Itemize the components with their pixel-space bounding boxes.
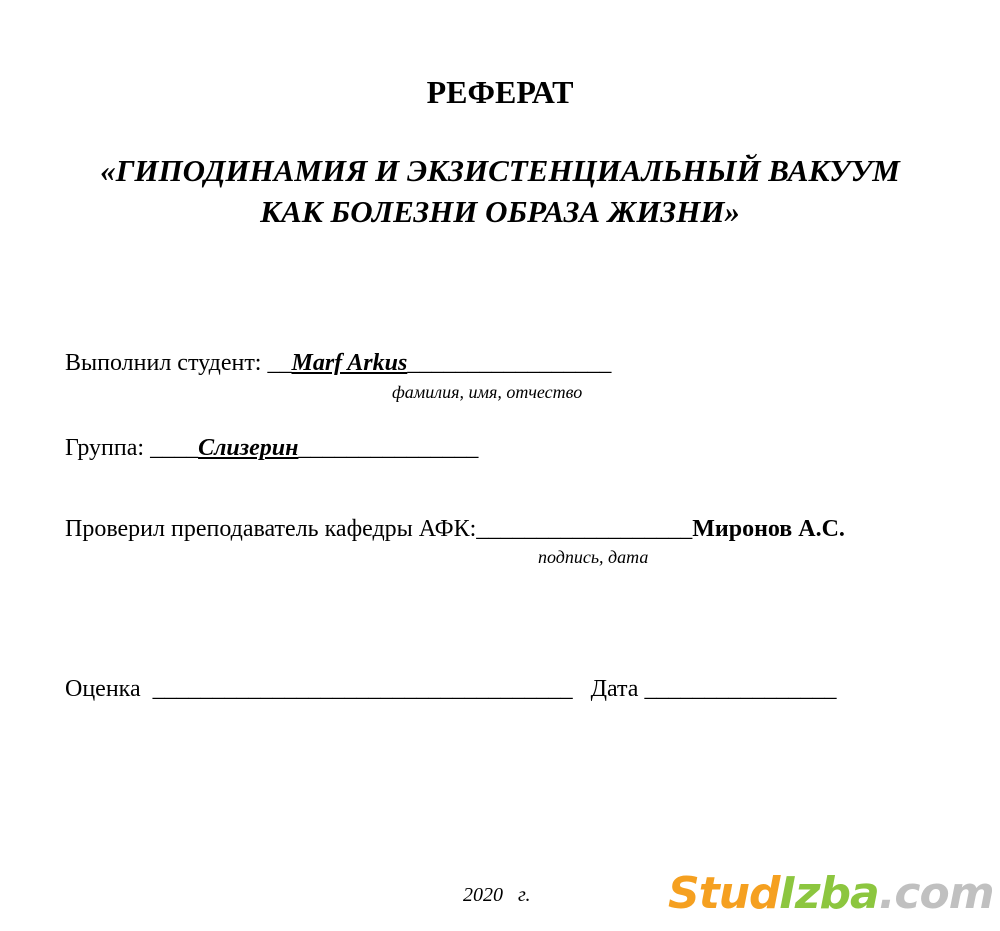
document-title: РЕФЕРАТ bbox=[426, 74, 574, 110]
student-name-value: Marf Arkus bbox=[291, 350, 408, 376]
student-lead-blank: __ bbox=[267, 350, 292, 376]
group-lead-blank: ____ bbox=[150, 435, 199, 461]
studizba-logo bbox=[668, 868, 994, 919]
student-label: Выполнил студент: bbox=[65, 350, 268, 376]
checker-signature-blank: __________________ bbox=[476, 516, 693, 542]
student-hint: фамилия, имя, отчество bbox=[392, 382, 583, 402]
grade-row bbox=[65, 676, 836, 703]
group-trail-blank: _______________ bbox=[298, 435, 479, 461]
group-label: Группа: bbox=[65, 435, 151, 461]
group-row bbox=[65, 435, 478, 462]
date-blank: ________________ bbox=[644, 676, 837, 702]
checker-label: Проверил преподаватель кафедры АФК: bbox=[65, 516, 477, 542]
checker-name: Миронов А.С. bbox=[692, 516, 845, 542]
student-row bbox=[65, 350, 611, 377]
topic-line-1: «ГИПОДИНАМИЯ И ЭКЗИСТЕНЦИАЛЬНЫЙ ВАКУУМ bbox=[100, 153, 900, 188]
checker-hint: подпись, дата bbox=[538, 547, 649, 567]
logo-part-izba: Izba bbox=[779, 868, 879, 919]
year-text: 2020 г. bbox=[463, 884, 531, 906]
date-label: Дата bbox=[572, 676, 645, 702]
topic-line-2: КАК БОЛЕЗНИ ОБРАЗА ЖИЗНИ» bbox=[260, 194, 740, 229]
group-value: Слизерин bbox=[198, 435, 299, 461]
logo-part-com: .com bbox=[878, 868, 994, 919]
logo-part-stud: Stud bbox=[668, 868, 780, 919]
grade-label: Оценка bbox=[65, 676, 153, 702]
grade-blank: ___________________________________ bbox=[152, 676, 573, 702]
student-trail-blank: _________________ bbox=[407, 350, 612, 376]
checker-row bbox=[65, 516, 845, 543]
